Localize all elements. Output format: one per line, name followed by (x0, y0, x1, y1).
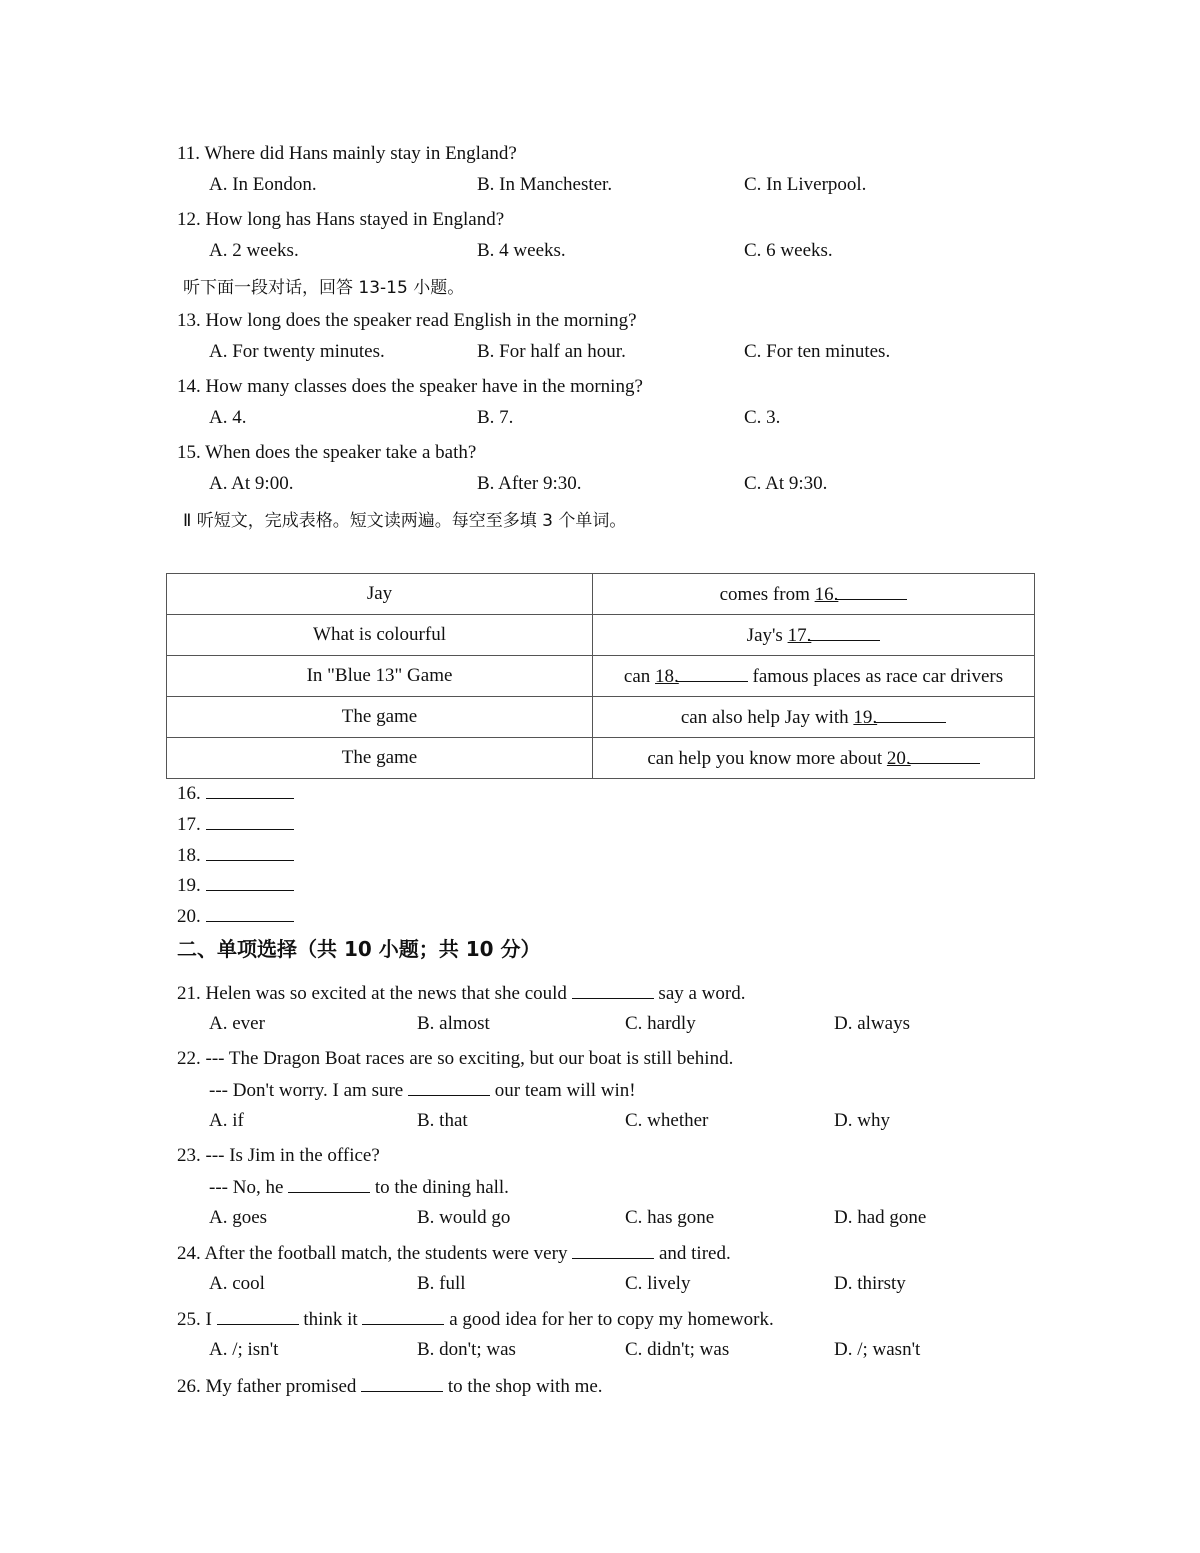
answer-number: 20. (177, 906, 201, 927)
question-number: 26. (177, 1376, 201, 1397)
question-number: 12. (177, 209, 201, 230)
question-23-line-2 (209, 1175, 509, 1200)
cell-text: can help you know more about (647, 747, 887, 769)
option-c: C. 6 weeks. (744, 240, 833, 261)
blank-label: 18. (655, 665, 679, 687)
answer-blank[interactable] (206, 843, 294, 861)
cell-text: famous places as race car drivers (747, 665, 1004, 687)
question-25 (177, 1307, 774, 1332)
option-a: A. 2 weeks. (209, 240, 299, 261)
option-c: C. For ten minutes. (744, 341, 891, 362)
question-text: --- Is Jim in the office? (205, 1145, 380, 1166)
option-c[interactable]: C. hardly (625, 1013, 696, 1034)
option-a[interactable]: A. goes (209, 1207, 268, 1228)
answer-number: 16. (177, 783, 201, 804)
table-row (167, 738, 1035, 779)
option-b: B. 4 weeks. (477, 240, 566, 261)
table-cell-right (593, 656, 1035, 697)
option-b: B. For half an hour. (477, 341, 626, 362)
table-cell-right (593, 738, 1035, 779)
question-number: 21. (177, 983, 201, 1004)
question-text: When does the speaker take a bath? (205, 442, 477, 463)
answer-line-20[interactable] (177, 904, 294, 929)
question-15 (177, 441, 476, 465)
option-a: A. At 9:00. (209, 473, 294, 494)
question-22-line-2 (209, 1078, 636, 1103)
question-number: 11. (177, 143, 201, 164)
question-24 (177, 1241, 731, 1266)
answer-number: 18. (177, 845, 201, 866)
cell-text: Jay's (746, 624, 788, 646)
table-cell-left: The game (167, 697, 593, 738)
question-22 (177, 1047, 733, 1071)
table-row (167, 574, 1035, 615)
question-text: and tired. (654, 1243, 731, 1264)
instruction-13-15: 听下面一段对话，回答 13-15 小题。 (183, 278, 465, 298)
option-c: C. In Liverpool. (744, 174, 867, 195)
cell-text: can (623, 665, 656, 687)
question-blank[interactable] (288, 1175, 370, 1193)
question-text: say a word. (653, 983, 746, 1004)
question-blank[interactable] (408, 1078, 490, 1096)
question-14 (177, 375, 643, 399)
option-b[interactable]: B. would go (417, 1207, 511, 1228)
question-13 (177, 309, 637, 333)
option-a[interactable]: A. /; isn't (209, 1339, 279, 1360)
answer-number: 17. (177, 814, 201, 835)
question-text: I (205, 1309, 217, 1330)
answer-blank[interactable] (206, 873, 294, 891)
blank-19[interactable] (853, 707, 946, 728)
section-heading: 二、单项选择（共 10 小题；共 10 分） (177, 937, 541, 961)
question-blank[interactable] (572, 1241, 654, 1259)
blank-18[interactable] (655, 666, 748, 687)
option-b[interactable]: B. don't; was (417, 1339, 516, 1360)
table-cell-left: The game (167, 738, 593, 779)
question-text: Helen was so excited at the news that she could (205, 983, 572, 1004)
question-text: to the shop with me. (443, 1376, 603, 1397)
question-11 (177, 142, 517, 166)
question-text: How many classes does the speaker have in the morning? (205, 376, 643, 397)
question-text: --- Don't worry. I am sure (209, 1080, 408, 1101)
option-d[interactable]: D. thirsty (834, 1273, 906, 1294)
part2-instruction: Ⅱ 听短文，完成表格。短文读两遍。每空至多填 3 个单词。 (183, 511, 627, 531)
question-text: think it (298, 1309, 363, 1330)
answer-line-18[interactable] (177, 843, 294, 868)
blank-label: 16. (814, 583, 839, 605)
cell-text: comes from (719, 583, 815, 605)
table-cell-left: What is colourful (167, 615, 593, 656)
option-a[interactable]: A. cool (209, 1273, 265, 1294)
option-b[interactable]: B. full (417, 1273, 466, 1294)
table-cell-left: In "Blue 13" Game (167, 656, 593, 697)
option-a: A. For twenty minutes. (209, 341, 385, 362)
answer-blank[interactable] (206, 904, 294, 922)
option-a[interactable]: A. if (209, 1110, 244, 1131)
option-d[interactable]: D. /; wasn't (834, 1339, 921, 1360)
question-text: --- No, he (209, 1177, 289, 1198)
table-row (167, 615, 1035, 656)
answer-blank[interactable] (206, 781, 294, 799)
blank-label: 20. (886, 747, 911, 769)
option-c: C. 3. (744, 407, 781, 428)
option-c[interactable]: C. lively (625, 1273, 691, 1294)
question-21 (177, 981, 745, 1006)
question-text: Where did Hans mainly stay in England? (204, 143, 517, 164)
option-b[interactable]: B. that (417, 1110, 468, 1131)
option-c[interactable]: C. has gone (625, 1207, 715, 1228)
question-number: 13. (177, 310, 201, 331)
question-number: 24. (177, 1243, 201, 1264)
option-a: A. In Eondon. (209, 174, 317, 195)
question-blank[interactable] (217, 1307, 299, 1325)
blank-label: 19. (853, 706, 878, 728)
option-b: B. 7. (477, 407, 514, 428)
table-cell-right (593, 615, 1035, 656)
question-number: 23. (177, 1145, 201, 1166)
question-text: --- The Dragon Boat races are so exciting, but our boat is still behind. (205, 1048, 734, 1069)
blank-label: 17. (787, 624, 812, 646)
question-text: a good idea for her to copy my homework. (444, 1309, 774, 1330)
option-c[interactable]: C. didn't; was (625, 1339, 730, 1360)
question-blank[interactable] (362, 1307, 444, 1325)
question-text: After the football match, the students were very (204, 1243, 573, 1264)
answer-line-16[interactable] (177, 781, 294, 806)
option-b: B. In Manchester. (477, 174, 613, 195)
question-26 (177, 1374, 603, 1399)
fill-in-table (166, 573, 1035, 779)
blank-20[interactable] (887, 748, 980, 769)
cell-text: can also help Jay with (680, 706, 854, 728)
answer-line-19[interactable] (177, 873, 294, 898)
option-d[interactable]: D. why (834, 1110, 890, 1131)
answer-blank[interactable] (206, 812, 294, 830)
option-d[interactable]: D. always (834, 1013, 910, 1034)
question-blank[interactable] (361, 1374, 443, 1392)
answer-line-17[interactable] (177, 812, 294, 837)
table-cell-right (593, 697, 1035, 738)
question-12 (177, 208, 504, 232)
option-b[interactable]: B. almost (417, 1013, 490, 1034)
option-b: B. After 9:30. (477, 473, 582, 494)
option-a[interactable]: A. ever (209, 1013, 265, 1034)
question-text: How long does the speaker read English in the morning? (205, 310, 637, 331)
question-number: 15. (177, 442, 201, 463)
table-cell-left: Jay (167, 574, 593, 615)
question-text: My father promised (205, 1376, 362, 1397)
option-d[interactable]: D. had gone (834, 1207, 927, 1228)
option-a: A. 4. (209, 407, 247, 428)
question-number: 25. (177, 1309, 201, 1330)
table-row (167, 697, 1035, 738)
option-c[interactable]: C. whether (625, 1110, 709, 1131)
answer-number: 19. (177, 875, 201, 896)
blank-16[interactable] (815, 584, 908, 605)
blank-17[interactable] (788, 625, 881, 646)
option-c: C. At 9:30. (744, 473, 828, 494)
question-text: How long has Hans stayed in England? (205, 209, 505, 230)
question-text: our team will win! (490, 1080, 636, 1101)
question-23 (177, 1144, 380, 1168)
question-blank[interactable] (572, 981, 654, 999)
question-number: 22. (177, 1048, 201, 1069)
question-text: to the dining hall. (370, 1177, 509, 1198)
table-cell-right (593, 574, 1035, 615)
question-number: 14. (177, 376, 201, 397)
table-row (167, 656, 1035, 697)
